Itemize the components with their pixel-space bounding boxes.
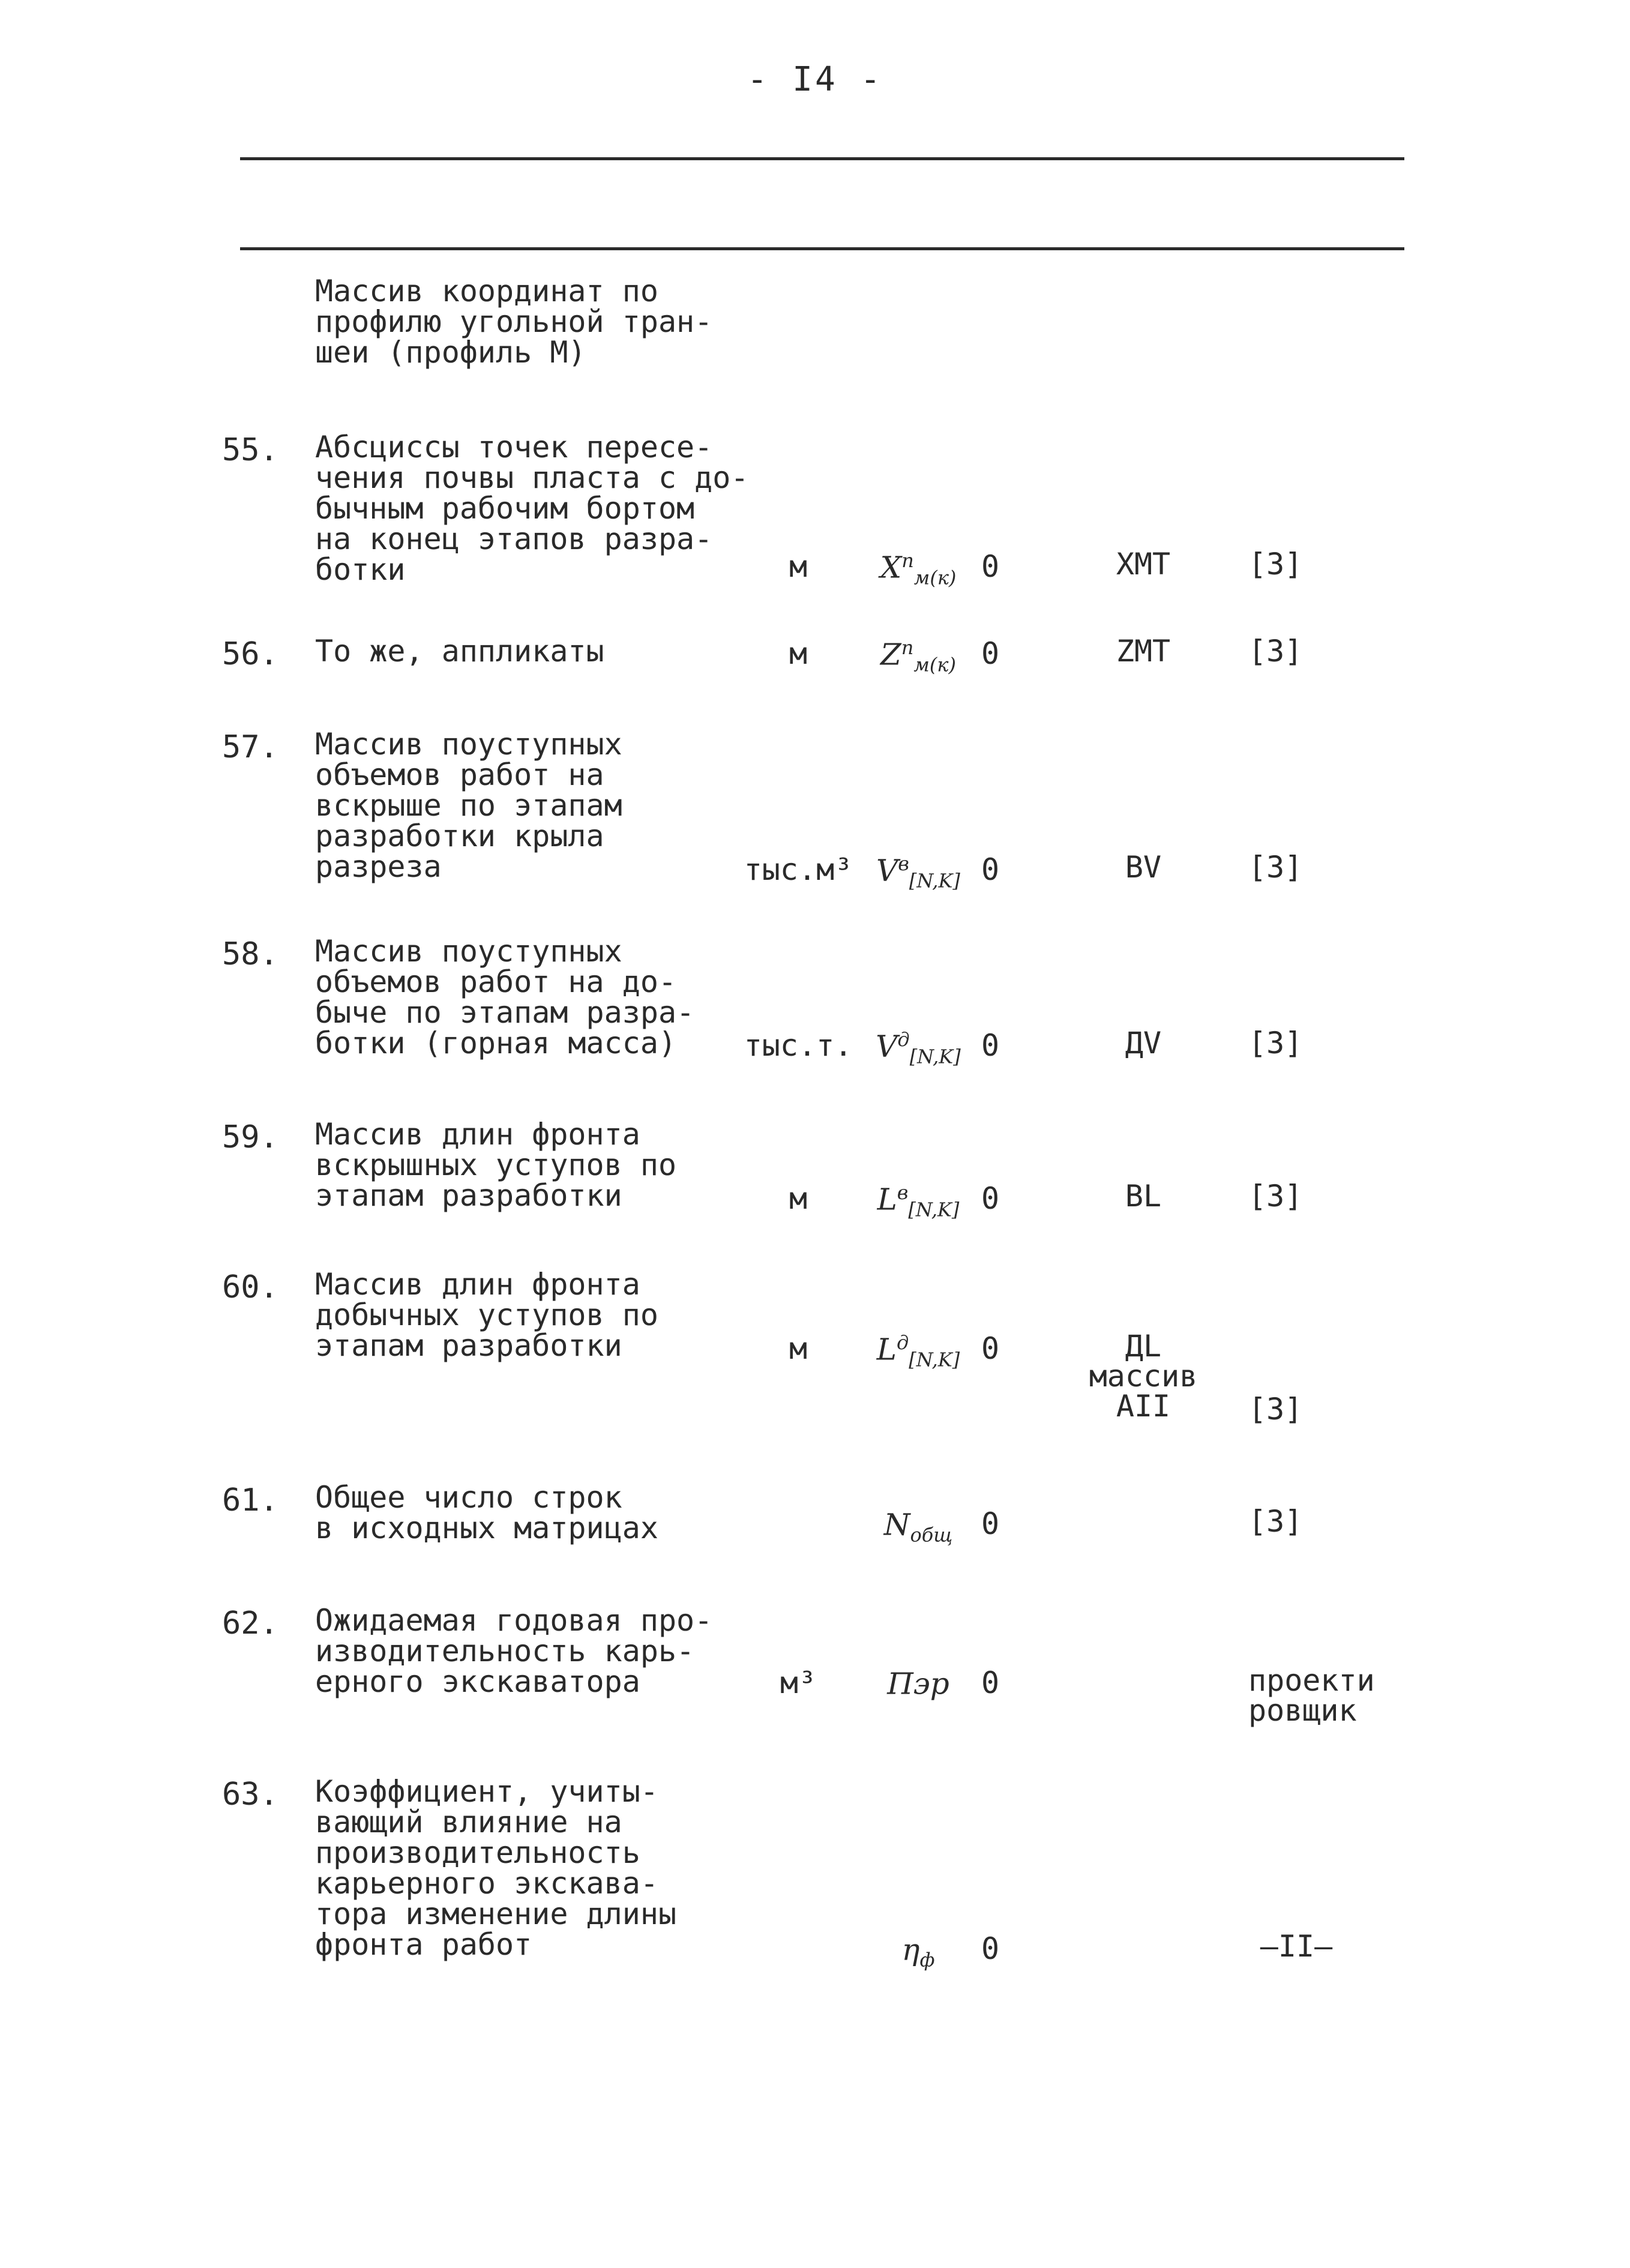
symbol-subscript: м(к) (913, 566, 957, 589)
symbol-cell (846, 1665, 990, 1706)
symbol-subscript: [N,K] (909, 1045, 961, 1068)
source-ref-cell: [3] (1248, 850, 1303, 885)
source-ref-cell: [3] (1248, 1392, 1303, 1427)
symbol-cell (846, 1028, 990, 1068)
row-number: 59. (222, 1119, 278, 1155)
source-ref-cell: [3] (1248, 1504, 1303, 1539)
row-description: Массив длин фронта вскрышных уступов по этапам разработки (315, 1117, 677, 1213)
identifier-cell: BV (1125, 850, 1162, 885)
symbol-cell (846, 852, 990, 892)
row-number: 62. (222, 1605, 278, 1641)
symbol-main: V (876, 1029, 898, 1064)
symbol-main: L (876, 1332, 897, 1367)
row-description: Коэффициент, учиты- вающий влияние на производительность карьерного экскава- тора изменение длины фронта работ (315, 1774, 677, 1962)
row-description: Ожидаемая годовая про- изводительность карь- ерного экскаватора (315, 1603, 713, 1699)
row-description: Массив поуступных объемов работ на до- быче по этапам разра- ботки (горная масса) (315, 934, 695, 1060)
row-number: 61. (222, 1482, 278, 1518)
row-number: 57. (222, 729, 278, 765)
unit-cell: тыс.т. (744, 1028, 853, 1063)
symbol-subscript: [N,K] (908, 1198, 960, 1221)
symbol-cell (846, 549, 990, 589)
source-ref-cell: проекти ровщик (1248, 1663, 1375, 1728)
symbol-superscript: в (897, 1181, 909, 1204)
identifier-cell: ХМТ (1116, 547, 1171, 582)
identifier-cell: ДL массив AII (1089, 1329, 1198, 1424)
symbol-cell (846, 1181, 990, 1221)
source-ref-cell: [3] (1248, 634, 1303, 669)
source-ref-cell: —II— (1260, 1929, 1333, 1964)
header-description: Массив координат по профилю угольной тран- шеи (профиль М) (315, 274, 713, 370)
row-number: 60. (222, 1269, 278, 1305)
symbol-cell (846, 1931, 990, 1972)
symbol-superscript: п (901, 549, 914, 572)
identifier-cell: ZМТ (1116, 634, 1171, 669)
unit-cell: тыс.м³ (744, 852, 853, 887)
initial-value-cell: 0 (981, 636, 1000, 671)
symbol-subscript: общ (910, 1523, 953, 1547)
source-ref-cell: [3] (1248, 1026, 1303, 1060)
symbol-subscript: [N,K] (909, 1348, 960, 1371)
symbol-subscript: м(к) (913, 653, 956, 676)
symbol-main: η (901, 1932, 920, 1967)
symbol-cell (846, 1331, 990, 1371)
initial-value-cell: 0 (981, 1181, 1000, 1216)
identifier-cell: ДV (1125, 1026, 1162, 1060)
unit-cell: м (789, 549, 808, 584)
page-number: - I4 - (747, 60, 883, 99)
initial-value-cell: 0 (981, 549, 1000, 584)
symbol-subscript: ф (919, 1948, 935, 1972)
source-ref-cell: [3] (1248, 547, 1303, 582)
symbol-cell (846, 1506, 990, 1547)
row-number: 56. (222, 636, 278, 672)
row-number: 63. (222, 1776, 278, 1812)
symbol-superscript: д (896, 1331, 909, 1354)
initial-value-cell: 0 (981, 852, 1000, 887)
symbol-cell (846, 636, 990, 676)
row-description: Общее число строк в исходных матрицах (315, 1480, 658, 1545)
initial-value-cell: 0 (981, 1331, 1000, 1366)
symbol-main: Z (880, 637, 901, 672)
row-description: То же, аппликаты (315, 634, 604, 669)
row-description: Массив длин фронта добычных уступов по этапам разработки (315, 1267, 658, 1363)
symbol-main: N (883, 1507, 910, 1542)
initial-value-cell: 0 (981, 1028, 1000, 1063)
symbol-main: Пэр (887, 1666, 949, 1701)
initial-value-cell: 0 (981, 1931, 1000, 1966)
unit-cell: м³ (780, 1665, 817, 1700)
unit-cell: м (789, 1181, 808, 1216)
symbol-superscript: д (897, 1028, 910, 1051)
header-rule (240, 247, 1404, 250)
symbol-superscript: в (898, 852, 909, 875)
row-number: 55. (222, 432, 278, 468)
source-ref-cell: [3] (1248, 1179, 1303, 1214)
row-description: Массив поуступных объемов работ на вскрыше по этапам разработки крыла разреза (315, 727, 622, 884)
symbol-superscript: п (901, 636, 914, 659)
row-description: Абсциссы точек пересе- чения почвы пласта с до- бычным рабочим бортом на конец этапов разра- ботки (315, 430, 749, 587)
symbol-main: X (880, 550, 902, 585)
row-number: 58. (222, 936, 278, 972)
symbol-main: V (876, 853, 898, 888)
symbol-subscript: [N,K] (909, 869, 960, 892)
top-rule (240, 157, 1404, 160)
symbol-main: L (877, 1182, 897, 1217)
initial-value-cell: 0 (981, 1506, 1000, 1541)
identifier-cell: BL (1125, 1179, 1162, 1214)
unit-cell: м (789, 1331, 808, 1366)
initial-value-cell: 0 (981, 1665, 1000, 1700)
unit-cell: м (789, 636, 808, 671)
